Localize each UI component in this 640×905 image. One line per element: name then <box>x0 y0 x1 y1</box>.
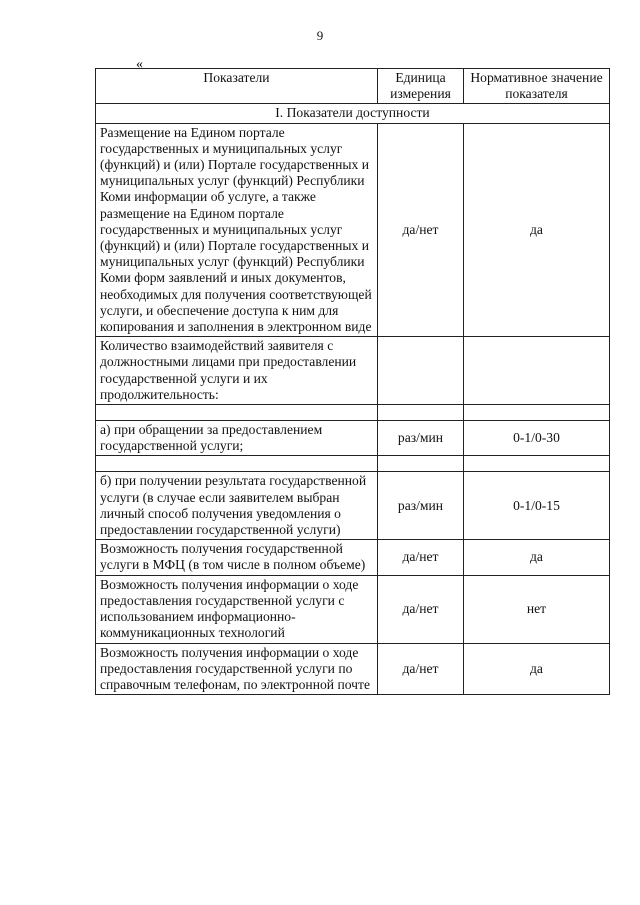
unit-cell: раз/мин <box>378 421 464 456</box>
table-row <box>96 421 610 456</box>
section-title: I. Показатели доступности <box>96 104 610 123</box>
header-unit: Единица измерения <box>378 69 464 104</box>
section-row-accessibility <box>96 104 610 123</box>
indicator-cell: Размещение на Едином портале государственных и муниципальных услуг (функций) и (или) Портале государственных и муниципальных услуг (функций) Республики Коми информации об услуге, а также размещение на Едином портале государственных и муниципальных услуг (функций) и (или) Портале государственных и муниципальных услуг (функций) Республики Коми форм заявлений и иных документов, необходимых для получения соответствующей услуги, и обеспечение доступа к ним для копирования и заполнения в электронном виде <box>96 123 378 337</box>
indicator-cell: Возможность получения информации о ходе предоставления государственной услуги по справочным телефонам, по электронной почте <box>96 643 378 695</box>
header-normative-value: Нормативное значение показателя <box>464 69 610 104</box>
unit-cell: да/нет <box>378 123 464 337</box>
header-indicators: Показатели <box>96 69 378 104</box>
value-cell: да <box>464 123 610 337</box>
table-row <box>96 472 610 540</box>
opening-quote-mark: « <box>136 57 143 72</box>
table-row <box>96 337 610 405</box>
unit-cell: да/нет <box>378 643 464 695</box>
indicator-cell: Количество взаимодействий заявителя с должностными лицами при предоставлении государственной услуги и их продолжительность: <box>96 337 378 405</box>
page-number: 9 <box>316 28 324 43</box>
value-cell <box>464 337 610 405</box>
value-cell: да <box>464 643 610 695</box>
table-row <box>96 643 610 695</box>
table-header-row <box>96 69 610 104</box>
value-cell: 0-1/0-15 <box>464 472 610 540</box>
indicators-table <box>95 68 610 695</box>
spacer-row <box>96 456 610 472</box>
indicator-cell: а) при обращении за предоставлением государственной услуги; <box>96 421 378 456</box>
value-cell: да <box>464 540 610 575</box>
spacer-row <box>96 405 610 421</box>
unit-cell: да/нет <box>378 575 464 643</box>
table-row <box>96 540 610 575</box>
indicator-cell: б) при получении результата государственной услуги (в случае если заявителем выбран личный способ получения уведомления о предоставлении государственной услуги) <box>96 472 378 540</box>
unit-cell: да/нет <box>378 540 464 575</box>
unit-cell: раз/мин <box>378 472 464 540</box>
value-cell: нет <box>464 575 610 643</box>
unit-cell <box>378 337 464 405</box>
table-row <box>96 123 610 337</box>
indicator-cell: Возможность получения информации о ходе предоставления государственной услуги с использованием информационно-коммуникационных технологий <box>96 575 378 643</box>
table-row <box>96 575 610 643</box>
value-cell: 0-1/0-30 <box>464 421 610 456</box>
indicator-cell: Возможность получения государственной услуги в МФЦ (в том числе в полном объеме) <box>96 540 378 575</box>
